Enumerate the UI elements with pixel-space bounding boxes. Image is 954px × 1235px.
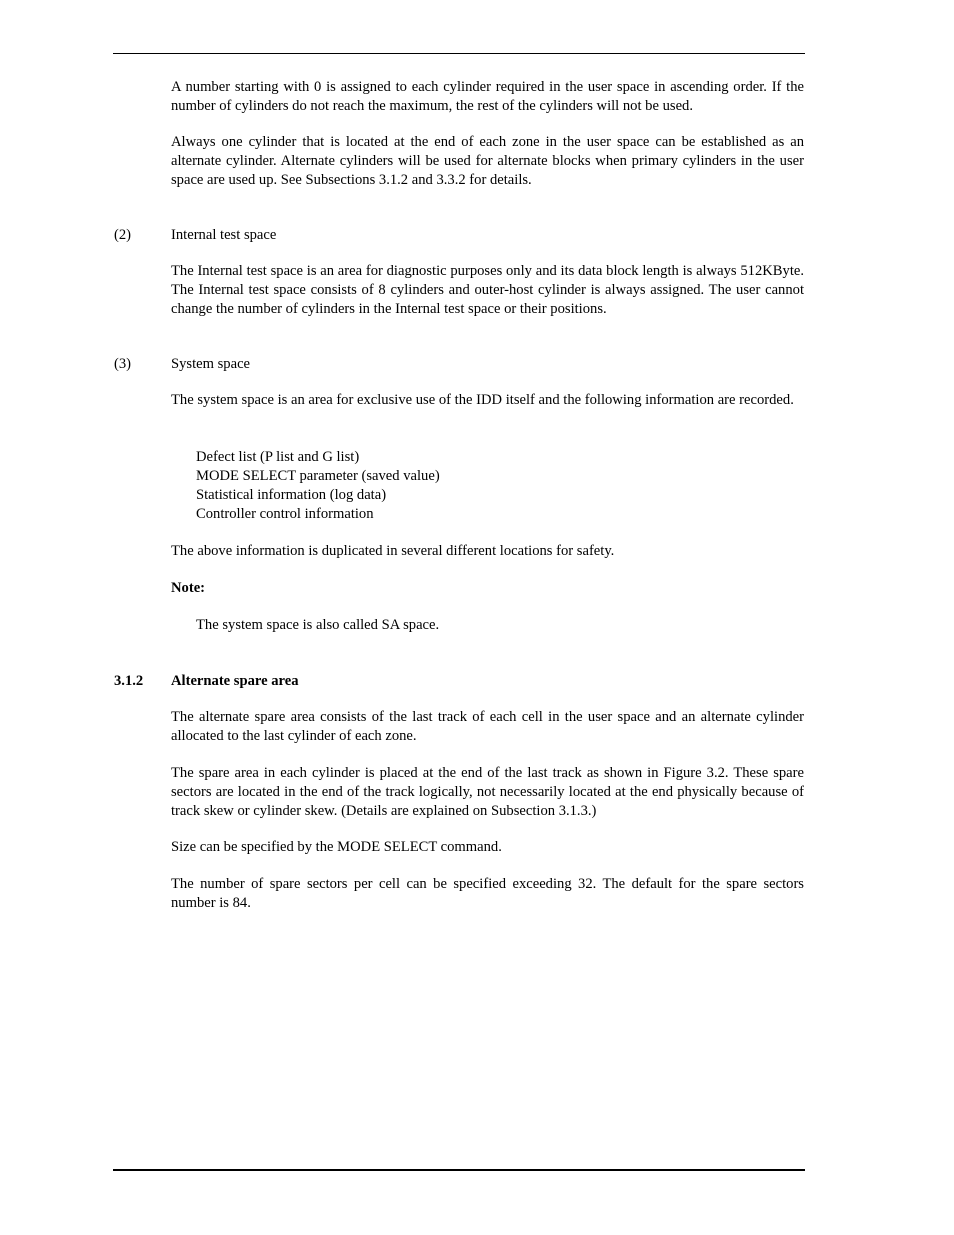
note-text: The system space is also called SA space. — [196, 617, 440, 633]
internal-test-body: The Internal test space is an area for diagnostic purposes only and its data block length is always 512KByte. The Internal test space consists of 8 cylinders and outer-host cylinder is always assigned. The user cannot change the number of cylinders in the Internal test space or their positions. — [171, 263, 804, 317]
list-item: Statistical information (log data) — [196, 487, 387, 503]
section-heading: Alternate spare area — [171, 673, 299, 689]
system-space-body: The system space is an area for exclusive use of the IDD itself and the following information are recorded. — [171, 392, 794, 408]
intro-paragraph-1: A number starting with 0 is assigned to each cylinder required in the user space in ascending order. If the number of cylinders do not reach the maximum, the rest of the cylinders will not be used. — [171, 79, 804, 114]
alternate-spare-paragraph-2: The spare area in each cylinder is placed at the end of the last track as shown in Figure 3.2. These spare sectors are located in the end of the track logically, not necessarily located at the end physically because of track skew or cylinder skew. (Details are explained on Subsection 3.1.3.) — [171, 765, 804, 819]
system-space-info-list — [196, 448, 440, 524]
list-item: MODE SELECT parameter (saved value) — [196, 468, 440, 484]
list-item: Controller control information — [196, 506, 374, 522]
alternate-spare-paragraph-1: The alternate spare area consists of the last track of each cell in the user space and an alternate cylinder allocated to the last cylinder of each zone. — [171, 709, 804, 744]
system-space-heading: System space — [171, 356, 251, 372]
system-space-after: The above information is duplicated in several different locations for safety. — [171, 543, 615, 559]
alternate-spare-paragraph-4: The number of spare sectors per cell can be specified exceeding 32. The default for the spare sectors number is 84. — [171, 876, 804, 911]
note-label: Note: — [171, 580, 206, 596]
system-space-number: (3) — [114, 356, 132, 372]
header-rule — [113, 53, 805, 54]
alternate-spare-paragraph-3: Size can be specified by the MODE SELECT command. — [171, 839, 502, 855]
internal-test-heading: Internal test space — [171, 227, 277, 243]
section-number: 3.1.2 — [114, 673, 144, 689]
list-item: Defect list (P list and G list) — [196, 449, 360, 465]
internal-test-number: (2) — [114, 227, 132, 243]
footer-rule — [113, 1169, 805, 1171]
intro-paragraph-2: Always one cylinder that is located at the end of each zone in the user space can be established as an alternate cylinder. Alternate cylinders will be used for alternate blocks when primary cylinders in the user space are used up. See Subsections 3.1.2 and 3.3.2 for details. — [171, 134, 804, 188]
